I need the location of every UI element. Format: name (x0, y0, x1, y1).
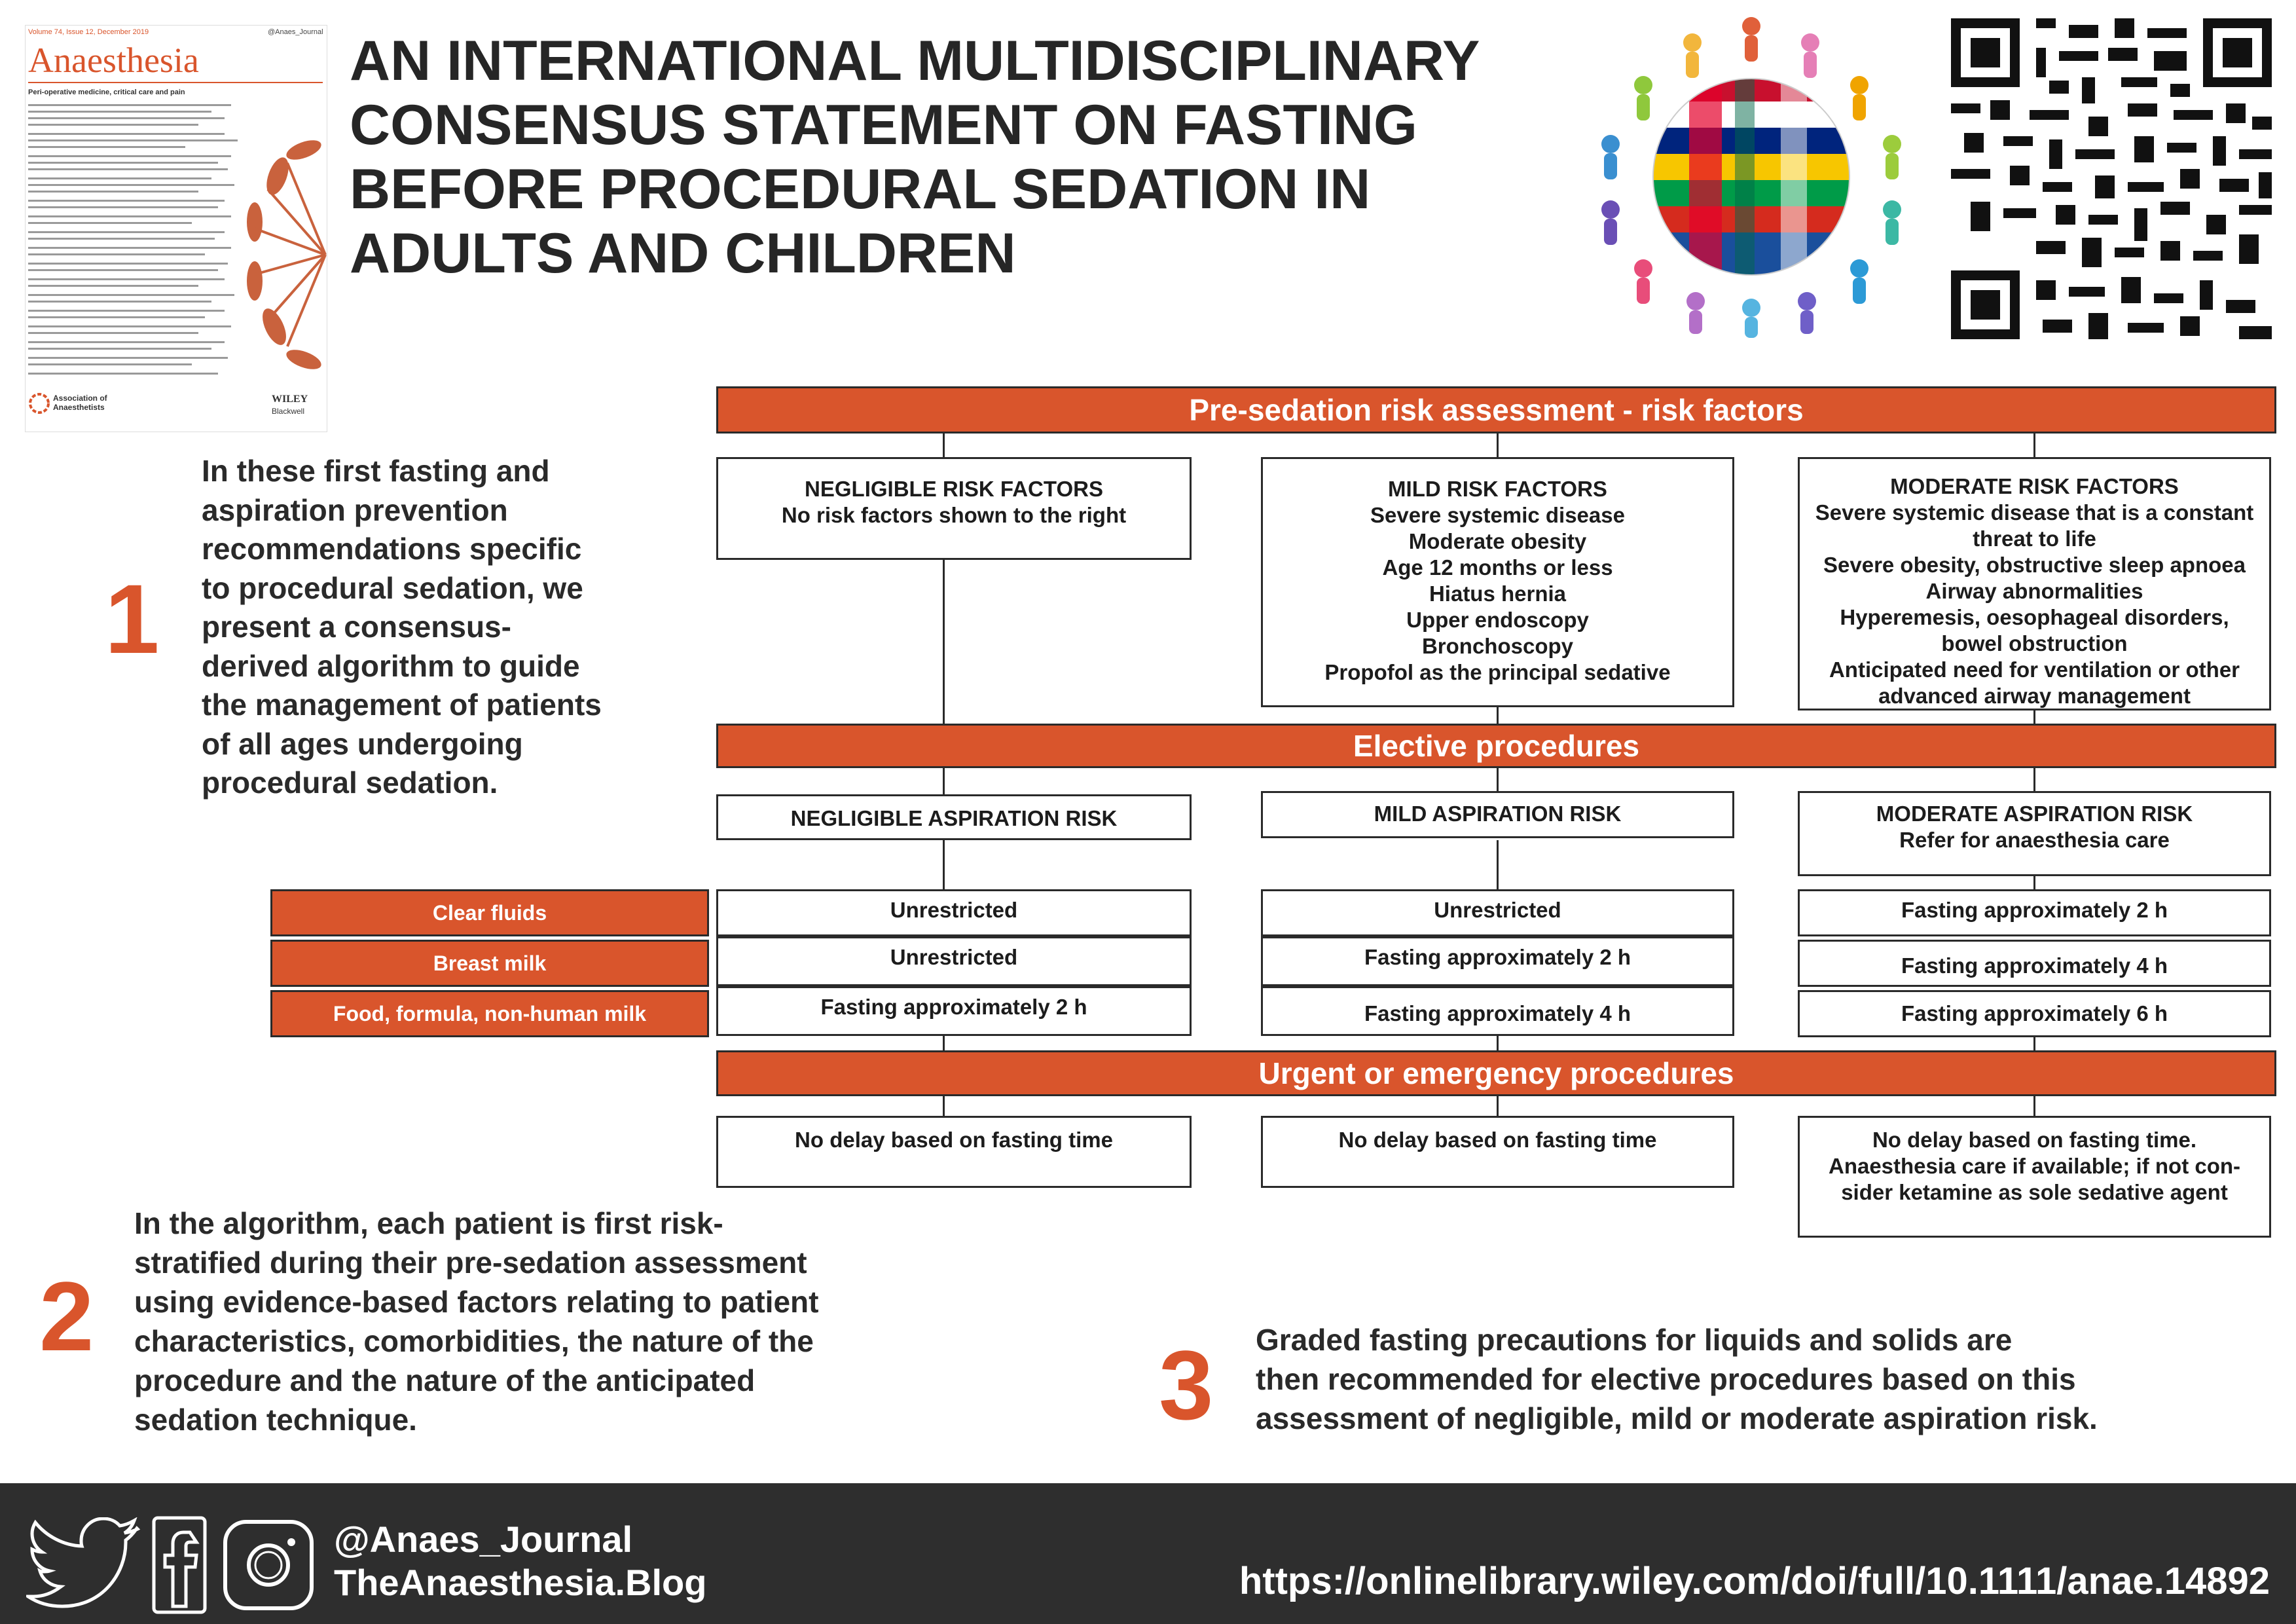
connector-line (2033, 710, 2035, 724)
title-line-4: ADULTS AND CHILDREN (350, 222, 1016, 285)
risk-factor-item: Upper endoscopy (1406, 608, 1589, 632)
connector-line (2033, 1096, 2035, 1116)
risk-assessment-header: Pre-sedation risk assessment - risk factors (716, 386, 2276, 434)
point-2-line: procedure and the nature of the anticipated (134, 1363, 756, 1397)
point-3-text (1256, 1320, 2098, 1438)
moderate-aspiration-risk-box (1798, 791, 2271, 876)
mild-risk-factors-box (1261, 457, 1734, 707)
connector-line (1497, 768, 1499, 794)
negligible-risk-factors-box (716, 457, 1192, 560)
risk-factor-item: advanced airway management (1878, 684, 2191, 708)
connector-line (2033, 876, 2035, 889)
urgent-text: No delay based on fasting time (1338, 1128, 1657, 1152)
moderate-risk-factors-box (1798, 457, 2271, 710)
aspiration-risk-sub: Refer for anaesthesia care (1899, 828, 2170, 852)
fasting-cell: Unrestricted (716, 936, 1192, 986)
risk-factor-item: Airway abnormalities (1925, 579, 2143, 603)
point-3-line: then recommended for elective procedures based on this (1256, 1362, 2076, 1396)
twitter-icon[interactable] (26, 1517, 144, 1609)
urgent-header: Urgent or emergency procedures (716, 1050, 2276, 1096)
elective-header: Elective procedures (716, 724, 2276, 768)
mild-aspiration-risk-box (1261, 791, 1734, 838)
point-1-line: procedural sedation. (202, 766, 498, 800)
urgent-negligible-box (716, 1116, 1192, 1188)
urgent-text: sider ketamine as sole sedative agent (1841, 1180, 2228, 1204)
point-2-line: stratified during their pre-sedation assessment (134, 1246, 807, 1280)
fasting-cell: Fasting approximately 6 h (1798, 990, 2271, 1037)
point-2-number: 2 (39, 1261, 94, 1371)
page-title (350, 29, 1480, 286)
connector-line (1497, 434, 1499, 460)
point-2-line: characteristics, comorbidities, the nature of the (134, 1324, 814, 1358)
point-1-line: aspiration prevention (202, 492, 508, 527)
cover-publisher-sub: Blackwell (272, 407, 305, 416)
fasting-cell: Fasting approximately 2 h (1261, 936, 1734, 986)
point-1-text (202, 452, 602, 803)
point-2-line: sedation technique. (134, 1403, 417, 1437)
connector-line (943, 840, 945, 889)
risk-factor-item: Hyperemesis, oesophageal disorders, (1840, 605, 2229, 629)
risk-factor-item: Age 12 months or less (1382, 555, 1613, 580)
point-1-line: of all ages undergoing (202, 726, 523, 761)
point-1-line: derived algorithm to guide (202, 648, 580, 683)
cover-publisher: WILEY (272, 394, 308, 405)
point-2-text (134, 1204, 818, 1439)
connector-line (943, 768, 945, 794)
point-3-line: Graded fasting precautions for liquids and solids are (1256, 1323, 2013, 1357)
point-1-line: to procedural sedation, we (202, 570, 583, 605)
fasting-cell: Fasting approximately 2 h (1798, 889, 2271, 936)
connector-line (1497, 1096, 1499, 1116)
point-1-line: In these first fasting and (202, 454, 550, 488)
risk-factor-item: No risk factors shown to the right (781, 503, 1127, 527)
intake-label-clear-fluids: Clear fluids (270, 889, 709, 936)
urgent-text: No delay based on fasting time. (1872, 1128, 2197, 1152)
intake-label-food: Food, formula, non-human milk (270, 990, 709, 1037)
intake-label-breast-milk: Breast milk (270, 940, 709, 987)
point-1-line: the management of patients (202, 688, 602, 722)
cover-contents (28, 104, 244, 392)
connector-line (1497, 840, 1499, 889)
negligible-aspiration-risk-box (716, 794, 1192, 840)
fasting-cell: Fasting approximately 2 h (716, 986, 1192, 1036)
fasting-cell: Fasting approximately 4 h (1261, 986, 1734, 1036)
point-1-line: recommendations specific (202, 532, 582, 566)
point-1-line: present a consensus- (202, 610, 511, 644)
connector-line (943, 560, 945, 724)
aspiration-risk-title: NEGLIGIBLE ASPIRATION RISK (790, 806, 1118, 830)
cover-volume: Volume 74, Issue 12, December 2019 (28, 28, 149, 36)
cover-handle: @Anaes_Journal (268, 28, 323, 36)
title-line-1: AN INTERNATIONAL MULTIDISCIPLINARY (350, 29, 1480, 92)
footer-handle[interactable]: @Anaes_Journal (334, 1519, 633, 1560)
risk-factor-item: Hiatus hernia (1429, 581, 1567, 606)
footer-doi-link[interactable]: https://onlinelibrary.wiley.com/doi/full/10.1111/anae.14892 (1239, 1560, 2270, 1602)
cover-contents-lines (28, 104, 244, 392)
fasting-cell: Fasting approximately 4 h (1798, 940, 2271, 987)
urgent-text: No delay based on fasting time (795, 1128, 1113, 1152)
risk-factor-item: Severe systemic disease that is a constant (1815, 500, 2254, 525)
title-line-2: CONSENSUS STATEMENT ON FASTING (350, 94, 1417, 157)
instagram-icon[interactable] (223, 1519, 314, 1611)
risk-factor-item: Moderate obesity (1408, 529, 1587, 553)
risk-factor-title: NEGLIGIBLE RISK FACTORS (805, 477, 1103, 501)
risk-factor-item: Bronchoscopy (1421, 634, 1574, 658)
cover-rule (28, 82, 323, 83)
title-line-3: BEFORE PROCEDURAL SEDATION IN (350, 158, 1371, 221)
risk-factor-item: Anticipated need for ventilation or other (1829, 657, 2240, 682)
connector-line (1497, 707, 1499, 724)
association-logo-icon (28, 392, 50, 415)
point-3-line: assessment of negligible, mild or moderate aspiration risk. (1256, 1401, 2098, 1435)
point-2-line: using evidence-based factors relating to patient (134, 1285, 819, 1319)
risk-factor-title: MODERATE RISK FACTORS (1890, 474, 2179, 498)
urgent-text: Anaesthesia care if available; if not con- (1828, 1154, 2241, 1178)
connector-line (943, 434, 945, 460)
fasting-cell: Unrestricted (716, 889, 1192, 936)
facebook-icon[interactable] (152, 1516, 207, 1614)
aspiration-risk-title: MODERATE ASPIRATION RISK (1876, 802, 2193, 826)
footer (0, 1483, 2296, 1624)
point-2-line: In the algorithm, each patient is first risk- (134, 1206, 723, 1240)
risk-factor-item: bowel obstruction (1941, 631, 2128, 655)
qr-code[interactable] (1951, 18, 2272, 339)
risk-factor-item: Severe systemic disease (1370, 503, 1625, 527)
footer-blog-link[interactable]: TheAnaesthesia.Blog (334, 1562, 707, 1603)
connector-line (1497, 1035, 1499, 1050)
cover-subtitle: Peri-operative medicine, critical care and pain (28, 88, 185, 96)
risk-factor-item: threat to life (1973, 526, 2096, 551)
urgent-mild-box (1261, 1116, 1734, 1188)
point-3-number: 3 (1159, 1330, 1214, 1440)
connector-line (2033, 434, 2035, 460)
risk-factor-title: MILD RISK FACTORS (1388, 477, 1607, 501)
point-1-number: 1 (105, 564, 160, 674)
cover-journal-name: Anaesthesia (28, 41, 199, 80)
connector-line (2033, 768, 2035, 794)
fasting-cell: Unrestricted (1261, 889, 1734, 936)
connector-line (943, 1096, 945, 1116)
risk-factor-item: Propofol as the principal sedative (1324, 660, 1671, 684)
globe-people-icon (1584, 13, 1918, 341)
risk-factor-item: Severe obesity, obstructive sleep apnoea (1823, 553, 2246, 577)
urgent-moderate-box (1798, 1116, 2271, 1238)
connector-line (943, 1035, 945, 1050)
cover-association: Association of Anaesthetists (53, 394, 107, 412)
cover-sunburst-icon (242, 137, 327, 373)
aspiration-risk-title: MILD ASPIRATION RISK (1374, 802, 1622, 826)
journal-cover (25, 25, 327, 432)
